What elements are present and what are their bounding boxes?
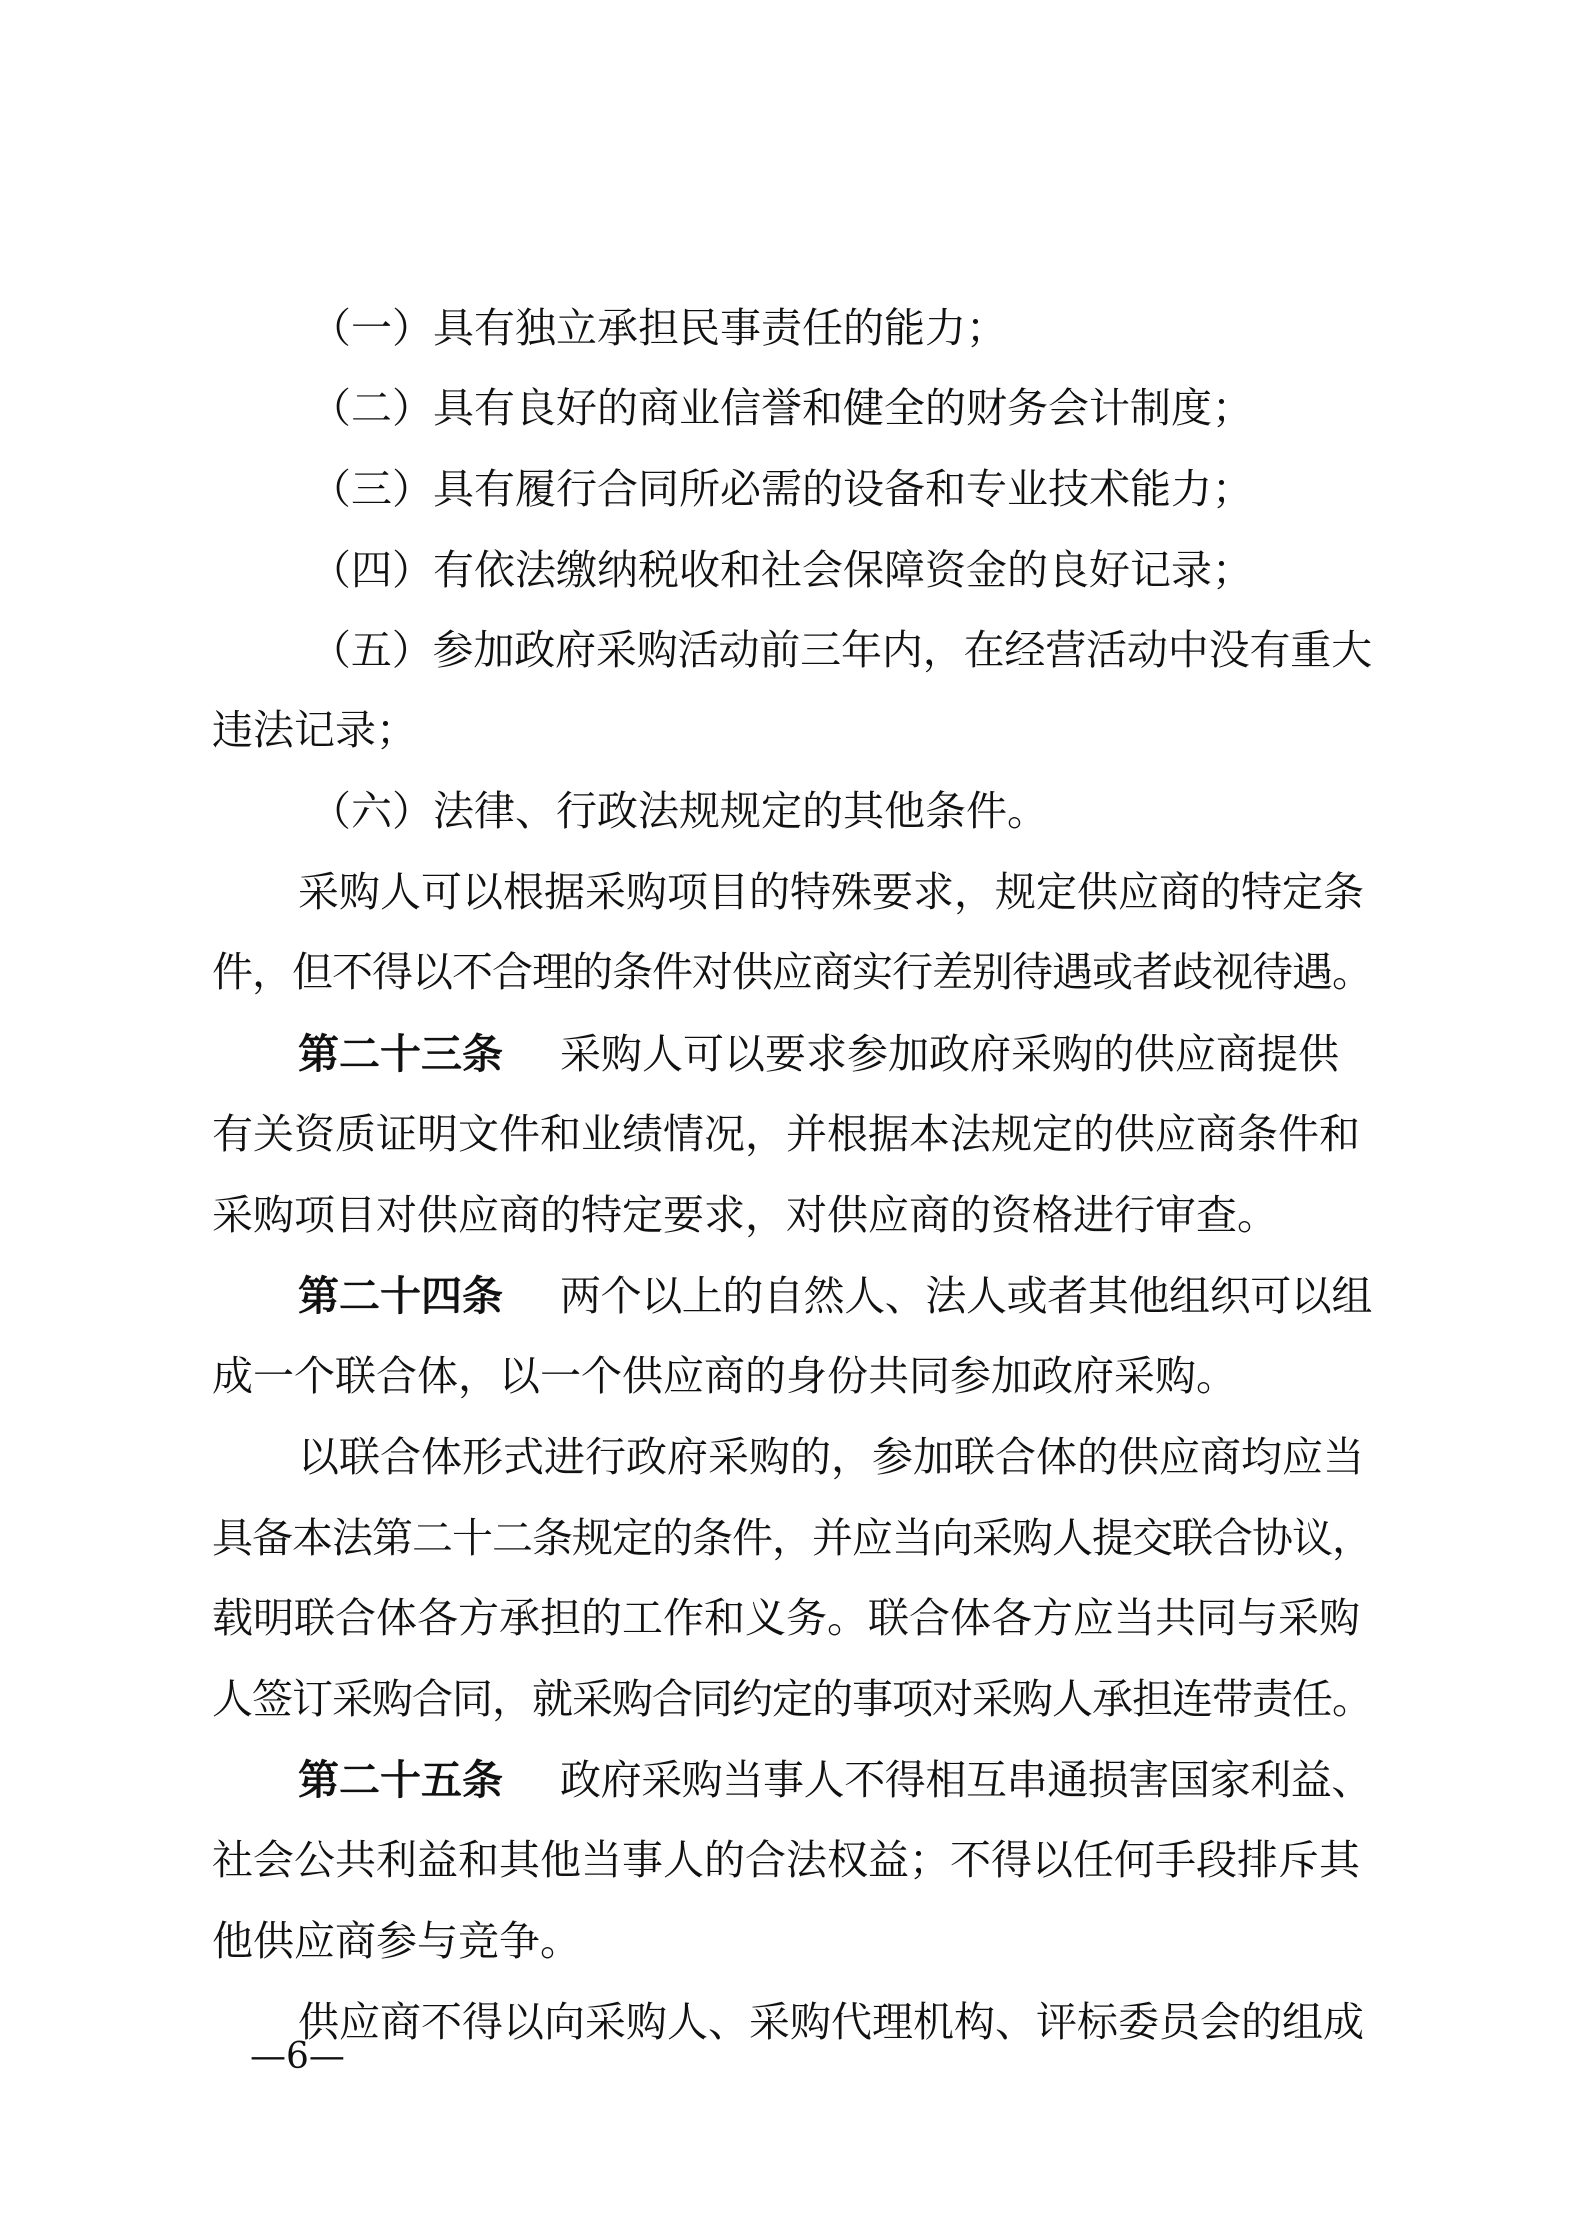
page-number: —6—: [250, 2036, 345, 2077]
document-page: （一）具有独立承担民事责任的能力； （二）具有良好的商业信誉和健全的财务会计制度； （三）具有履行合同所必需的设备和专业技术能力； （四）有依法缴纳税收和社会保障资金的良好记录； （五）参加政府采购活动前三年内，在经营活动中没有重大 违法记录； （六）法律、行政法规规定的其他条件。 采购人可以根据采购项目的特殊要求，规定供应商的特定条 件，但不得以不合理的条件对供应商实行差别待遇或者歧视待遇。 第二十三条 采购人可以要求参加政府采购的供应商提供 有关资质证明文件和业绩情况，并根据本法规定的供应商条件和 采购项目对供应商的特定要求，对供应商的资格进行审查。 第二十四条 两个以上的自然人、法人或者其他组织可以组 成一个联合体，以一个供应商的身份共同参加政府采购。 以联合体形式进行政府采购的，参加联合体的供应商均应当 具备本法第二十二条规定的条件，并应当向采购人提交联合协议， 载明联合体各方承担的工作和义务。联合体各方应当共同与采购 人签订采购合同，就采购合同约定的事项对采购人承担连带责任。 第二十五条 政府采购当事人不得相互串通损害国家利益、 社会公共利益和其他当事人的合法权益；不得以任何手段排斥其 他供应商参与竞争。 供应商不得以向采购人、采购代理机构、评标委员会的组成 —6—: [0, 0, 1580, 2237]
article-heading: 第二十五条: [298, 1756, 503, 1804]
article-heading: 第二十三条: [298, 1030, 503, 1078]
article-heading: 第二十四条: [298, 1272, 503, 1320]
